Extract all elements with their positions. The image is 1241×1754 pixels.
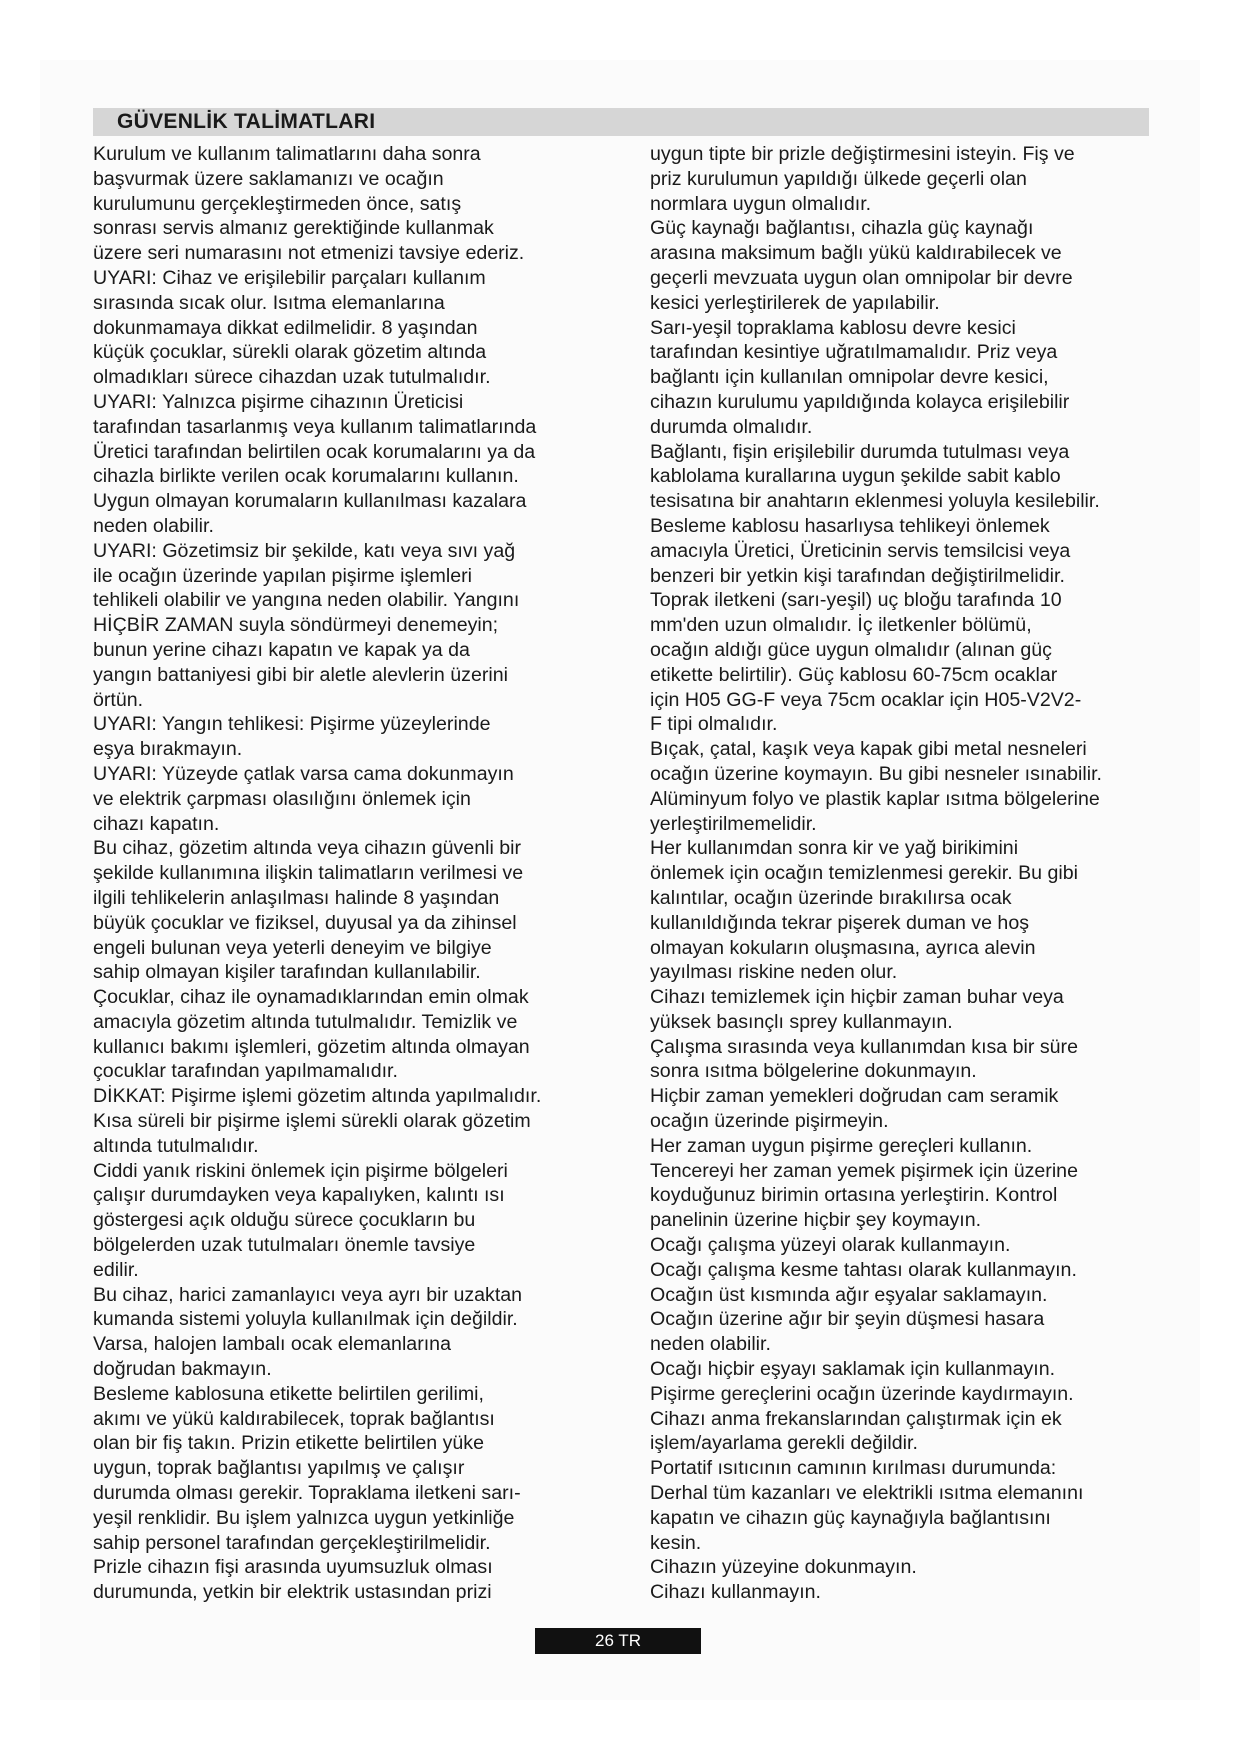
text-line: Prizle cihazın fişi arasında uyumsuzluk olması xyxy=(93,1556,493,1579)
text-line: sonra ısıtma bölgelerine dokunmayın. xyxy=(650,1060,977,1083)
text-line: amacıyla Üretici, Üreticinin servis temsilcisi veya xyxy=(650,539,1071,562)
text-line: Ocağı hiçbir eşyayı saklamak için kullanmayın. xyxy=(650,1358,1056,1381)
text-line: geçerli mevzuata uygun olan omnipolar bir devre xyxy=(650,266,1073,289)
text-line: yangın battaniyesi gibi bir aletle alevlerin üzerini xyxy=(93,663,508,686)
text-line: neden olabilir. xyxy=(650,1333,771,1356)
text-line: kumanda sistemi yoluyla kullanılmak için değildir. xyxy=(93,1308,518,1331)
text-line: üzere seri numarasını not etmenizi tavsiye ederiz. xyxy=(93,242,525,265)
text-line: ocağın üzerinde pişirmeyin. xyxy=(650,1110,889,1133)
text-line: Çocuklar, cihaz ile oynamadıklarından emin olmak xyxy=(93,986,529,1009)
text-line: arasına maksimum bağlı yükü kaldırabilecek ve xyxy=(650,242,1062,265)
text-line: Kısa süreli bir pişirme işlemi sürekli olarak gözetim xyxy=(93,1110,531,1133)
text-line: başvurmak üzere saklamanızı ve ocağın xyxy=(93,167,444,190)
text-line: Bu cihaz, harici zamanlayıcı veya ayrı bir uzaktan xyxy=(93,1283,523,1306)
text-line: Ocağı çalışma kesme tahtası olarak kullanmayın. xyxy=(650,1258,1077,1281)
text-line: sırasında sıcak olur. Isıtma elemanlarına xyxy=(93,291,445,314)
left-text-column xyxy=(93,142,613,1605)
text-line: DİKKAT: Pişirme işlemi gözetim altında yapılmalıdır. xyxy=(93,1085,542,1108)
text-line: Alüminyum folyo ve plastik kaplar ısıtma bölgelerine xyxy=(650,787,1100,810)
text-line: durumda olması gerekir. Topraklama iletkeni sarı- xyxy=(93,1482,521,1505)
text-line: kurulumunu gerçekleştirmeden önce, satış xyxy=(93,192,462,215)
text-line: ve elektrik çarpması olasılığını önlemek için xyxy=(93,787,471,810)
text-line: Varsa, halojen lambalı ocak elemanlarına xyxy=(93,1333,451,1356)
text-line: bağlantı için kullanılan omnipolar devre kesici, xyxy=(650,366,1049,389)
text-line: Güç kaynağı bağlantısı, cihazla güç kaynağı xyxy=(650,217,1034,240)
right-text-column xyxy=(650,142,1160,1605)
text-line: sahip olmayan kişiler tarafından kullanılabilir. xyxy=(93,961,481,984)
text-line: Ciddi yanık riskini önlemek için pişirme bölgeleri xyxy=(93,1159,508,1182)
text-line: yerleştirilmemelidir. xyxy=(650,812,817,835)
text-line: kesin. xyxy=(650,1531,702,1554)
text-line: uygun tipte bir prizle değiştirmesini isteyin. Fiş ve xyxy=(650,143,1075,165)
text-line: büyük çocuklar ve fiziksel, duyusal ya da zihinsel xyxy=(93,911,517,934)
text-line: Bu cihaz, gözetim altında veya cihazın güvenli bir xyxy=(93,837,522,860)
text-line: tehlikeli olabilir ve yangına neden olabilir. Yangını xyxy=(93,589,520,612)
text-line: Bıçak, çatal, kaşık veya kapak gibi metal nesneleri xyxy=(650,738,1087,761)
text-line: tarafından tasarlanmış veya kullanım talimatlarında xyxy=(93,415,537,438)
text-line: uygun, toprak bağlantısı yapılmış ve çalışır xyxy=(93,1457,465,1480)
text-line: ocağın üzerine koymayın. Bu gibi nesneler ısınabilir. xyxy=(650,762,1102,785)
text-line: UYARI: Yalnızca pişirme cihazının Üreticisi xyxy=(93,390,464,413)
text-line: yeşil renklidir. Bu işlem yalnızca uygun yetkinliğe xyxy=(93,1506,515,1529)
text-line: kapatın ve cihazın güç kaynağıyla bağlantısını xyxy=(650,1506,1051,1529)
text-line: Hiçbir zaman yemekleri doğrudan cam seramik xyxy=(650,1085,1059,1108)
text-line: Her kullanımdan sonra kir ve yağ birikimini xyxy=(650,837,1019,860)
text-line: Portatif ısıtıcının camının kırılması durumunda: xyxy=(650,1457,1057,1480)
text-line: akımı ve yükü kaldırabilecek, toprak bağlantısı xyxy=(93,1407,495,1430)
text-line: Cihazın yüzeyine dokunmayın. xyxy=(650,1556,917,1579)
text-line: Besleme kablosu hasarlıysa tehlikeyi önlemek xyxy=(650,514,1050,537)
text-line: çalışır durumdayken veya kapalıyken, kalıntı ısı xyxy=(93,1184,505,1207)
text-line: Sarı-yeşil topraklama kablosu devre kesici xyxy=(650,316,1016,339)
text-line: kesici yerleştirilerek de yapılabilir. xyxy=(650,291,940,314)
text-line: UYARI: Yangın tehlikesi: Pişirme yüzeylerinde xyxy=(93,713,491,736)
section-title: GÜVENLİK TALİMATLARI xyxy=(117,110,376,133)
text-line: olmadıkları sürece cihazdan uzak tutulmalıdır. xyxy=(93,366,491,389)
text-line: olmayan kokuların oluşmasına, ayrıca alevin xyxy=(650,936,1036,959)
text-line: yüksek basınçlı sprey kullanmayın. xyxy=(650,1010,953,1033)
text-line: Cihazı temizlemek için hiçbir zaman buhar veya xyxy=(650,986,1064,1009)
text-line: mm'den uzun olmalıdır. İç iletkenler bölümü, xyxy=(650,614,1032,637)
text-line: dokunmamaya dikkat edilmelidir. 8 yaşından xyxy=(93,316,478,339)
text-line: Bağlantı, fişin erişilebilir durumda tutulması veya xyxy=(650,440,1070,463)
text-line: koyduğunuz birimin ortasına yerleştirin. Kontrol xyxy=(650,1184,1058,1207)
text-line: neden olabilir. xyxy=(93,514,214,537)
section-header-bar xyxy=(93,108,1149,136)
text-line: Tencereyi her zaman yemek pişirmek için üzerine xyxy=(650,1159,1078,1182)
text-line: kullanıldığında tekrar pişerek duman ve hoş xyxy=(650,911,1030,934)
text-line: tesisatına bir anahtarın eklenmesi yoluyla kesilebilir. xyxy=(650,490,1100,513)
text-line: Uygun olmayan korumaların kullanılması kazalara xyxy=(93,490,527,513)
text-line: önlemek için ocağın temizlenmesi gerekir. Bu gibi xyxy=(650,862,1079,885)
text-line: HİÇBİR ZAMAN suyla söndürmeyi denemeyin; xyxy=(93,614,499,637)
text-line: cihazla birlikte verilen ocak korumalarını kullanın. xyxy=(93,465,519,488)
text-line: Toprak iletkeni (sarı-yeşil) uç bloğu tarafında 10 xyxy=(650,589,1062,612)
text-line: cihazın kurulumu yapıldığında kolayca erişilebilir xyxy=(650,390,1070,413)
text-line: cihazı kapatın. xyxy=(93,812,220,835)
text-line: edilir. xyxy=(93,1258,139,1281)
text-line: küçük çocuklar, sürekli olarak gözetim altında xyxy=(93,341,487,364)
text-line: engeli bulunan veya yeterli deneyim ve bilgiye xyxy=(93,936,492,959)
text-line: için H05 GG-F veya 75cm ocaklar için H05-V2V2- xyxy=(650,688,1082,711)
text-line: bölgelerden uzak tutulmaları önemle tavsiye xyxy=(93,1234,476,1257)
text-line: benzeri bir yetkin kişi tarafından değiştirilmelidir. xyxy=(650,564,1065,587)
text-line: Besleme kablosuna etikette belirtilen gerilimi, xyxy=(93,1382,484,1405)
text-line: altında tutulmalıdır. xyxy=(93,1134,259,1157)
text-line: tarafından kesintiye uğratılmamalıdır. Priz veya xyxy=(650,341,1058,364)
text-line: F tipi olmalıdır. xyxy=(650,713,778,736)
text-line: sahip personel tarafından gerçekleştirilmelidir. xyxy=(93,1531,491,1554)
text-line: Cihazı anma frekanslarından çalıştırmak için ek xyxy=(650,1407,1062,1430)
text-line: durumunda, yetkin bir elektrik ustasından prizi xyxy=(93,1581,492,1604)
text-line: olan bir fiş takın. Prizin etikette belirtilen yüke xyxy=(93,1432,484,1455)
text-line: örtün. xyxy=(93,688,144,711)
text-line: şekilde kullanımına ilişkin talimatların verilmesi ve xyxy=(93,862,524,885)
text-line: Cihazı kullanmayın. xyxy=(650,1581,821,1604)
text-line: bunun yerine cihazı kapatın ve kapak ya da xyxy=(93,638,470,661)
page-number: 26 TR xyxy=(595,1631,641,1650)
text-line: Çalışma sırasında veya kullanımdan kısa bir süre xyxy=(650,1035,1078,1058)
text-line: Ocağın üst kısmında ağır eşyalar saklamayın. xyxy=(650,1283,1048,1306)
text-line: durumda olmalıdır. xyxy=(650,415,813,438)
text-line: panelinin üzerine hiçbir şey koymayın. xyxy=(650,1209,982,1232)
text-line: Ocağı çalışma yüzeyi olarak kullanmayın. xyxy=(650,1234,1011,1257)
text-line: kullanıcı bakımı işlemleri, gözetim altında olmayan xyxy=(93,1035,530,1058)
text-line: işlem/ayarlama gerekli değildir. xyxy=(650,1432,918,1455)
text-line: etikette belirtilir). Güç kablosu 60-75cm ocaklar xyxy=(650,663,1058,686)
text-line: eşya bırakmayın. xyxy=(93,738,243,761)
text-line: ocağın aldığı güce uygun olmalıdır (alınan güç xyxy=(650,638,1052,661)
text-line: Üretici tarafından belirtilen ocak korumalarını ya da xyxy=(93,440,536,463)
text-line: UYARI: Yüzeyde çatlak varsa cama dokunmayın xyxy=(93,762,514,785)
text-line: Pişirme gereçlerini ocağın üzerinde kaydırmayın. xyxy=(650,1382,1074,1405)
text-line: çocuklar tarafından yapılmamalıdır. xyxy=(93,1060,398,1083)
page-number-box xyxy=(535,1628,701,1654)
text-line: Kurulum ve kullanım talimatlarını daha sonra xyxy=(93,143,481,165)
text-line: göstergesi açık olduğu sürece çocukların bu xyxy=(93,1209,476,1232)
text-line: normlara uygun olmalıdır. xyxy=(650,192,872,215)
text-line: kablolama kurallarına uygun şekilde sabit kablo xyxy=(650,465,1061,488)
text-line: UYARI: Cihaz ve erişilebilir parçaları kullanım xyxy=(93,266,486,289)
text-line: amacıyla gözetim altında tutulmalıdır. Temizlik ve xyxy=(93,1010,518,1033)
text-line: ile ocağın üzerinde yapılan pişirme işlemleri xyxy=(93,564,472,587)
text-line: yayılması riskine neden olur. xyxy=(650,961,898,984)
text-line: doğrudan bakmayın. xyxy=(93,1358,272,1381)
text-line: Derhal tüm kazanları ve elektrikli ısıtma elemanını xyxy=(650,1482,1084,1505)
text-line: ilgili tehlikelerin anlaşılması halinde 8 yaşından xyxy=(93,886,500,909)
text-line: Ocağın üzerine ağır bir şeyin düşmesi hasara xyxy=(650,1308,1045,1331)
text-line: kalıntılar, ocağın üzerinde bırakılırsa ocak xyxy=(650,886,1012,909)
text-line: sonrası servis almanız gerektiğinde kullanmak xyxy=(93,217,494,240)
text-line: Her zaman uygun pişirme gereçleri kullanın. xyxy=(650,1134,1033,1157)
text-line: UYARI: Gözetimsiz bir şekilde, katı veya sıvı yağ xyxy=(93,539,516,562)
text-line: priz kurulumun yapıldığı ülkede geçerli olan xyxy=(650,167,1027,190)
